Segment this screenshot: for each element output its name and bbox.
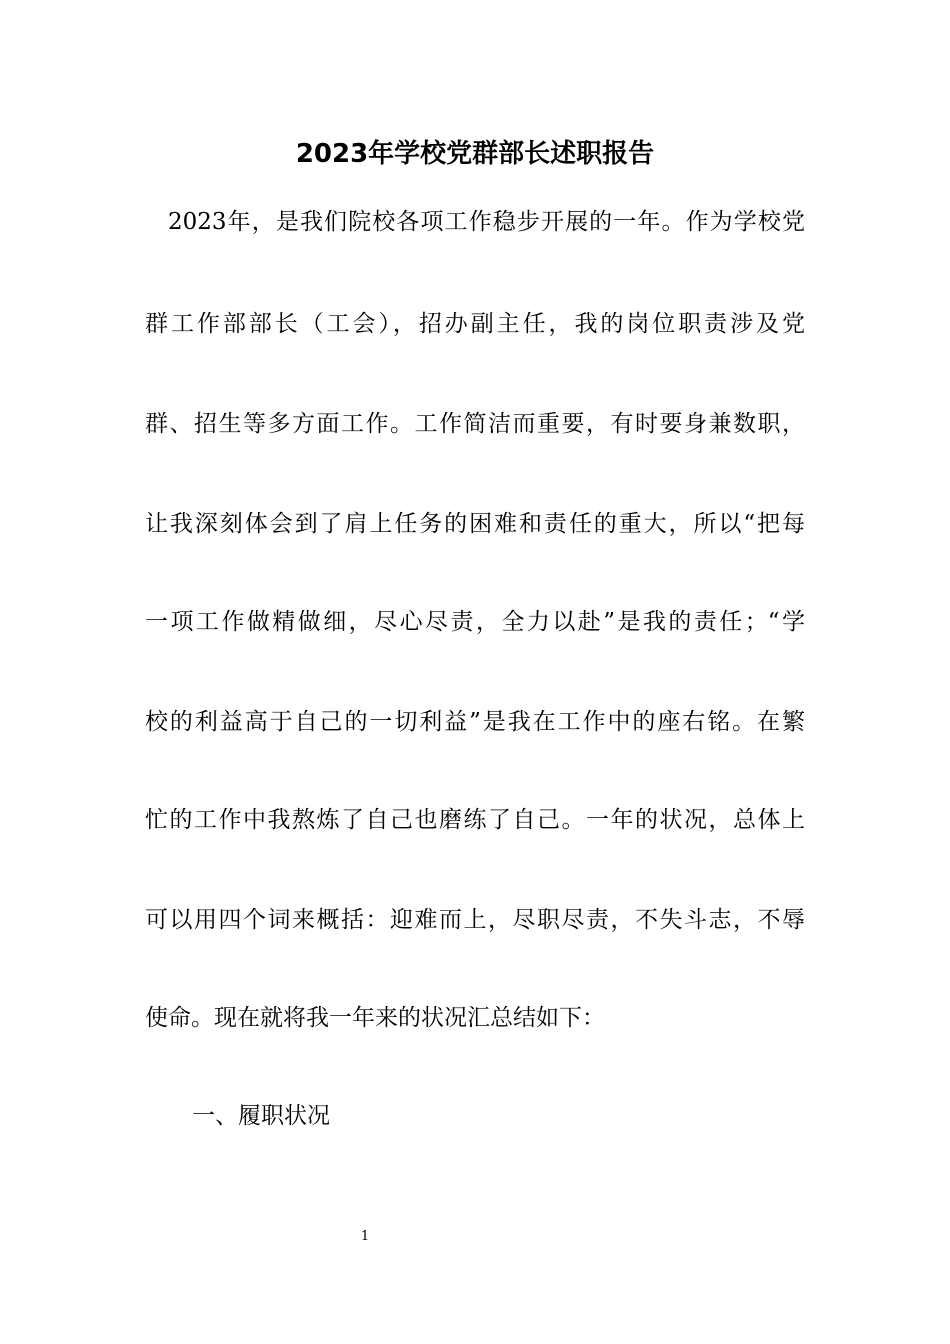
paragraph-line: 一项工作做精做细，尽心尽责，全力以赴”是我的责任；“学 (145, 609, 805, 635)
paragraph-line: 可以用四个词来概括：迎难而上，尽职尽责，不失斗志，不辱 (145, 907, 805, 933)
paragraph-line: 2023年，是我们院校各项工作稳步开展的一年。作为学校党 (168, 209, 805, 235)
page-number: 1 (360, 1229, 370, 1244)
paragraph-line: 群、招生等多方面工作。工作简洁而重要，有时要身兼数职， (145, 411, 805, 437)
paragraph-line: 群工作部部长（工会），招办副主任，我的岗位职责涉及党 (145, 311, 805, 337)
paragraph-line: 忙的工作中我熬炼了自己也磨练了自己。一年的状况，总体上 (145, 807, 805, 833)
paragraph-line: 使命。现在就将我一年来的状况汇总结如下： (145, 1005, 605, 1031)
paragraph-line: 让我深刻体会到了肩上任务的困难和责任的重大，所以“把每 (145, 511, 805, 537)
document-title: 2023年学校党群部长述职报告 (295, 139, 655, 169)
section-heading: 一、履职状况 (192, 1103, 330, 1129)
paragraph-line: 校的利益高于自己的一切利益”是我在工作中的座右铭。在繁 (145, 709, 805, 735)
